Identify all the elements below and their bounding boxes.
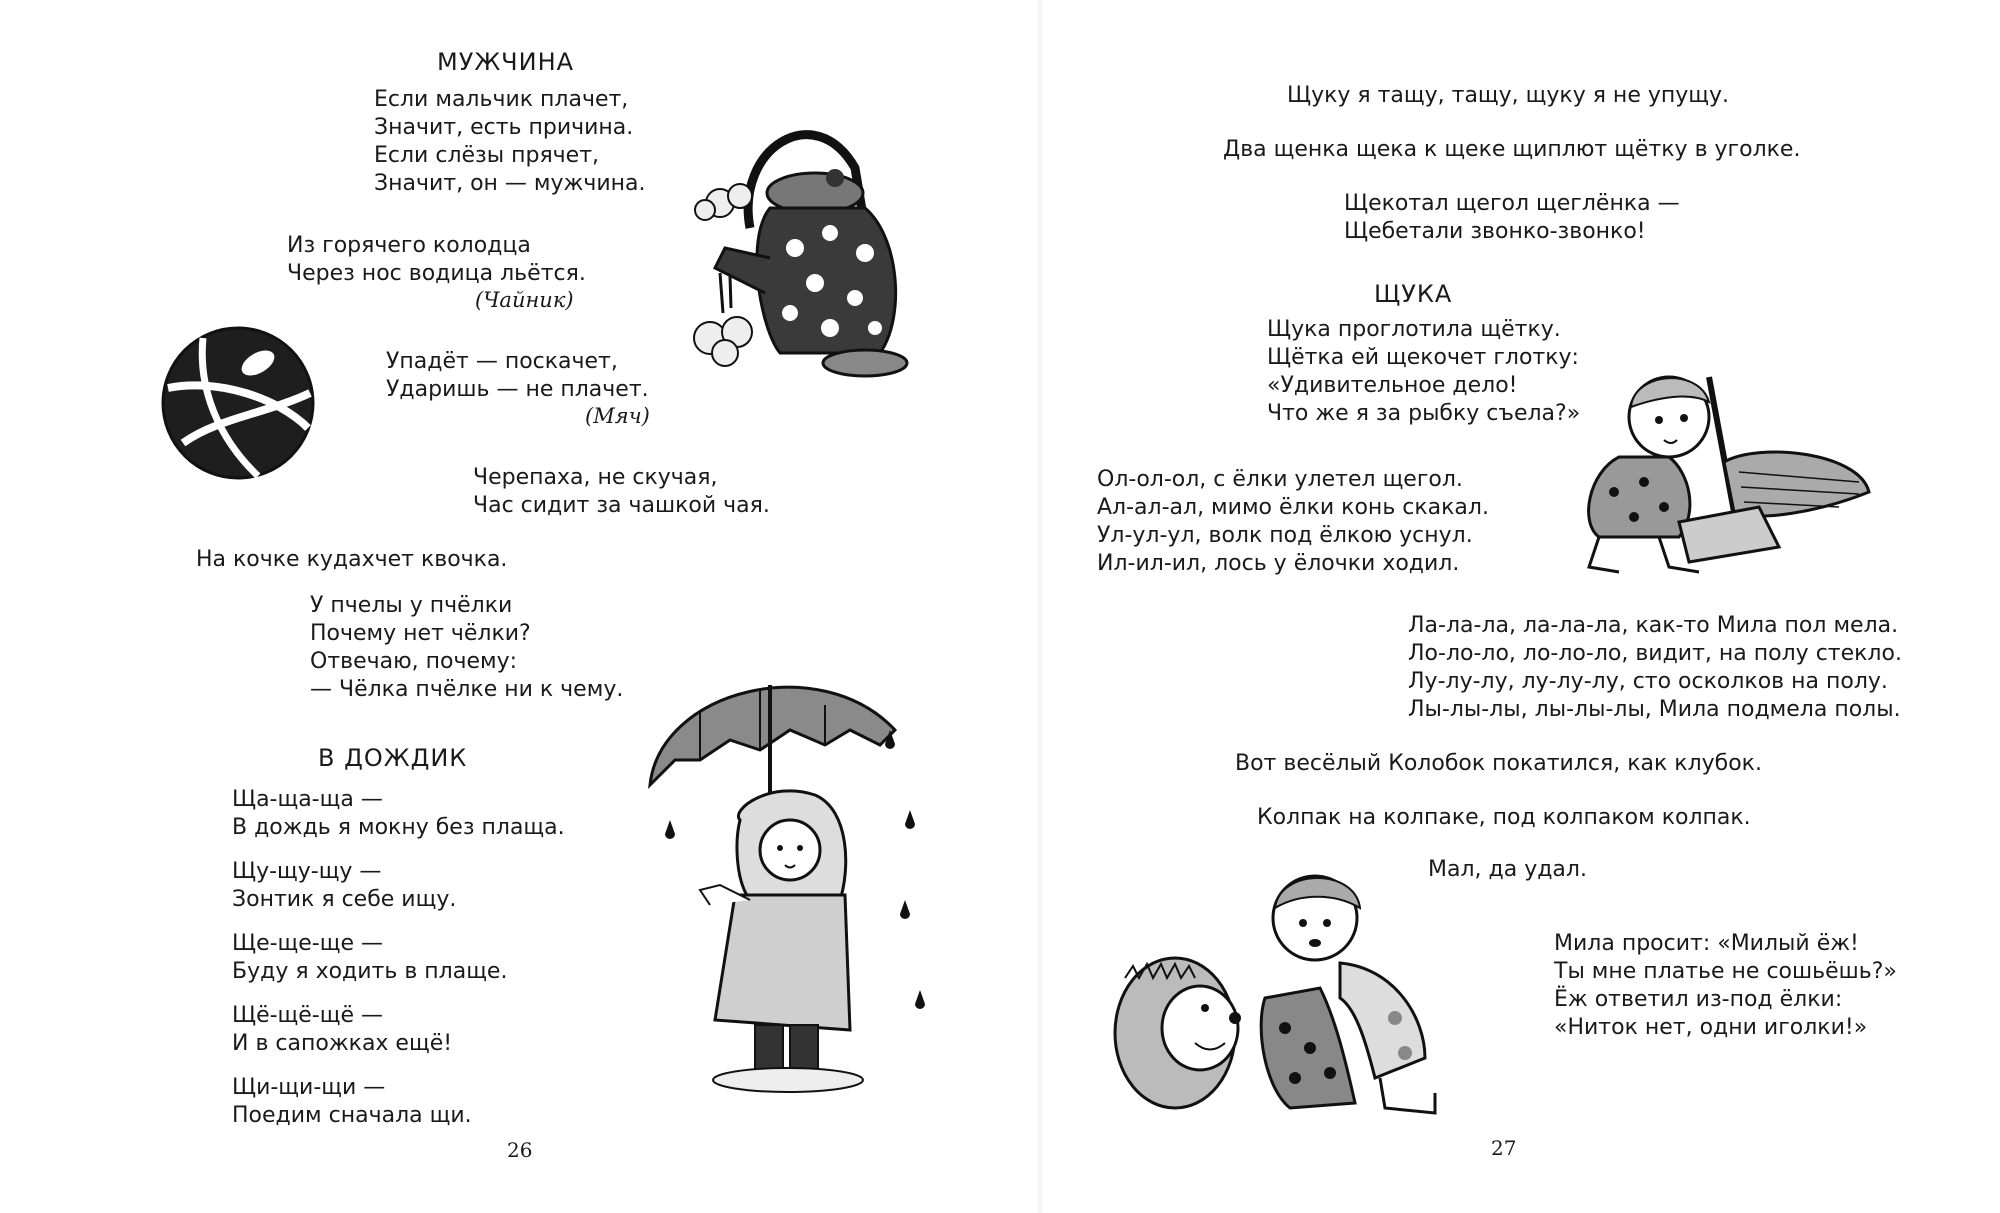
verse-line: Щё-щё-щё — [232, 1003, 383, 1028]
poem-line: Значит, есть причина. [374, 115, 634, 140]
verse-line: Вот весёлый Колобок покатился, как клубок. [1235, 751, 1762, 776]
verse-line: Ул-ул-ул, волк под ёлкою уснул. [1097, 523, 1473, 548]
right-page [1040, 0, 2000, 1213]
verse-line: — Чёлка пчёлке ни к чему. [310, 677, 624, 702]
verse-line: Щука проглотила щётку. [1267, 317, 1561, 342]
verse-line: У пчелы у пчёлки [310, 593, 513, 618]
verse-line: Щу-щу-щу — [232, 859, 382, 884]
verse-line: Зонтик я себе ищу. [232, 887, 457, 912]
riddle-answer-ball: (Мяч) [585, 404, 650, 428]
umbrella-child-icon [640, 670, 930, 1110]
verse-line: Черепаха, не скучая, [473, 465, 718, 490]
verse-line: Ол-ол-ол, с ёлки улетел щегол. [1097, 467, 1463, 492]
poem-title-pike: ЩУКА [1374, 280, 1453, 308]
verse-line: Лы-лы-лы, лы-лы-лы, Мила подмела полы. [1408, 697, 1901, 722]
verse-line: «Ниток нет, одни иголки!» [1554, 1015, 1868, 1040]
verse-line: Ло-ло-ло, ло-ло-ло, видит, на полу стекло. [1408, 641, 1902, 666]
verse-line: Ще-ще-ще — [232, 931, 383, 956]
verse-line: Поедим сначала щи. [232, 1103, 472, 1128]
verse-line: Ал-ал-ал, мимо ёлки конь скакал. [1097, 495, 1489, 520]
verse-line: Щебетали звонко-звонко! [1344, 219, 1646, 244]
girl-hedgehog-icon [1105, 868, 1465, 1128]
verse-line: Ты мне платье не сошьёшь?» [1554, 959, 1897, 984]
poem-line: Если слёзы прячет, [374, 143, 600, 168]
verse-line: Час сидит за чашкой чая. [473, 493, 770, 518]
verse-line: В дождь я мокну без плаща. [232, 815, 565, 840]
verse-line: Буду я ходить в плаще. [232, 959, 508, 984]
verse-line: Почему нет чёлки? [310, 621, 531, 646]
verse-line: Щи-щи-щи — [232, 1075, 386, 1100]
sweeping-girl-icon [1559, 362, 1879, 582]
poem-title-rain: В ДОЖДИК [318, 744, 468, 772]
verse-line: Отвечаю, почему: [310, 649, 518, 674]
poem-title-man: МУЖЧИНА [437, 48, 575, 76]
riddle-line: Упадёт — поскачет, [386, 349, 618, 374]
verse-line: Что же я за рыбку съела?» [1267, 401, 1581, 426]
poem-line: Значит, он — мужчина. [374, 171, 646, 196]
poem-line: Если мальчик плачет, [374, 87, 629, 112]
ball-icon [158, 318, 318, 488]
teapot-icon [665, 108, 915, 383]
verse-line: Щётка ей щекочет глотку: [1267, 345, 1579, 370]
verse-line: Щекотал щегол щеглёнка — [1344, 191, 1680, 216]
verse-line: «Удивительное дело! [1267, 373, 1518, 398]
page-number: 26 [507, 1138, 533, 1162]
verse-line: Лу-лу-лу, лу-лу-лу, сто осколков на полу. [1408, 669, 1888, 694]
riddle-line: Ударишь — не плачет. [386, 377, 649, 402]
riddle-line: Из горячего колодца [287, 233, 531, 258]
verse-line: Мила просит: «Милый ёж! [1554, 931, 1859, 956]
riddle-answer-teapot: (Чайник) [475, 288, 574, 312]
verse-line: Щуку я тащу, тащу, щуку я не упущу. [1287, 83, 1729, 108]
verse-line: На кочке кудахчет квочка. [196, 547, 508, 572]
verse-line: Ил-ил-ил, лось у ёлочки ходил. [1097, 551, 1460, 576]
verse-line: И в сапожках ещё! [232, 1031, 453, 1056]
verse-line: Ёж ответил из-под ёлки: [1554, 987, 1843, 1012]
verse-line: Колпак на колпаке, под колпаком колпак. [1257, 805, 1751, 830]
page-number: 27 [1491, 1136, 1517, 1160]
riddle-line: Через нос водица льётся. [287, 261, 586, 286]
verse-line: Мал, да удал. [1428, 857, 1587, 882]
verse-line: Ща-ща-ща — [232, 787, 383, 812]
verse-line: Два щенка щека к щеке щиплют щётку в уголке. [1223, 137, 1801, 162]
verse-line: Ла-ла-ла, ла-ла-ла, как-то Мила пол мела. [1408, 613, 1899, 638]
